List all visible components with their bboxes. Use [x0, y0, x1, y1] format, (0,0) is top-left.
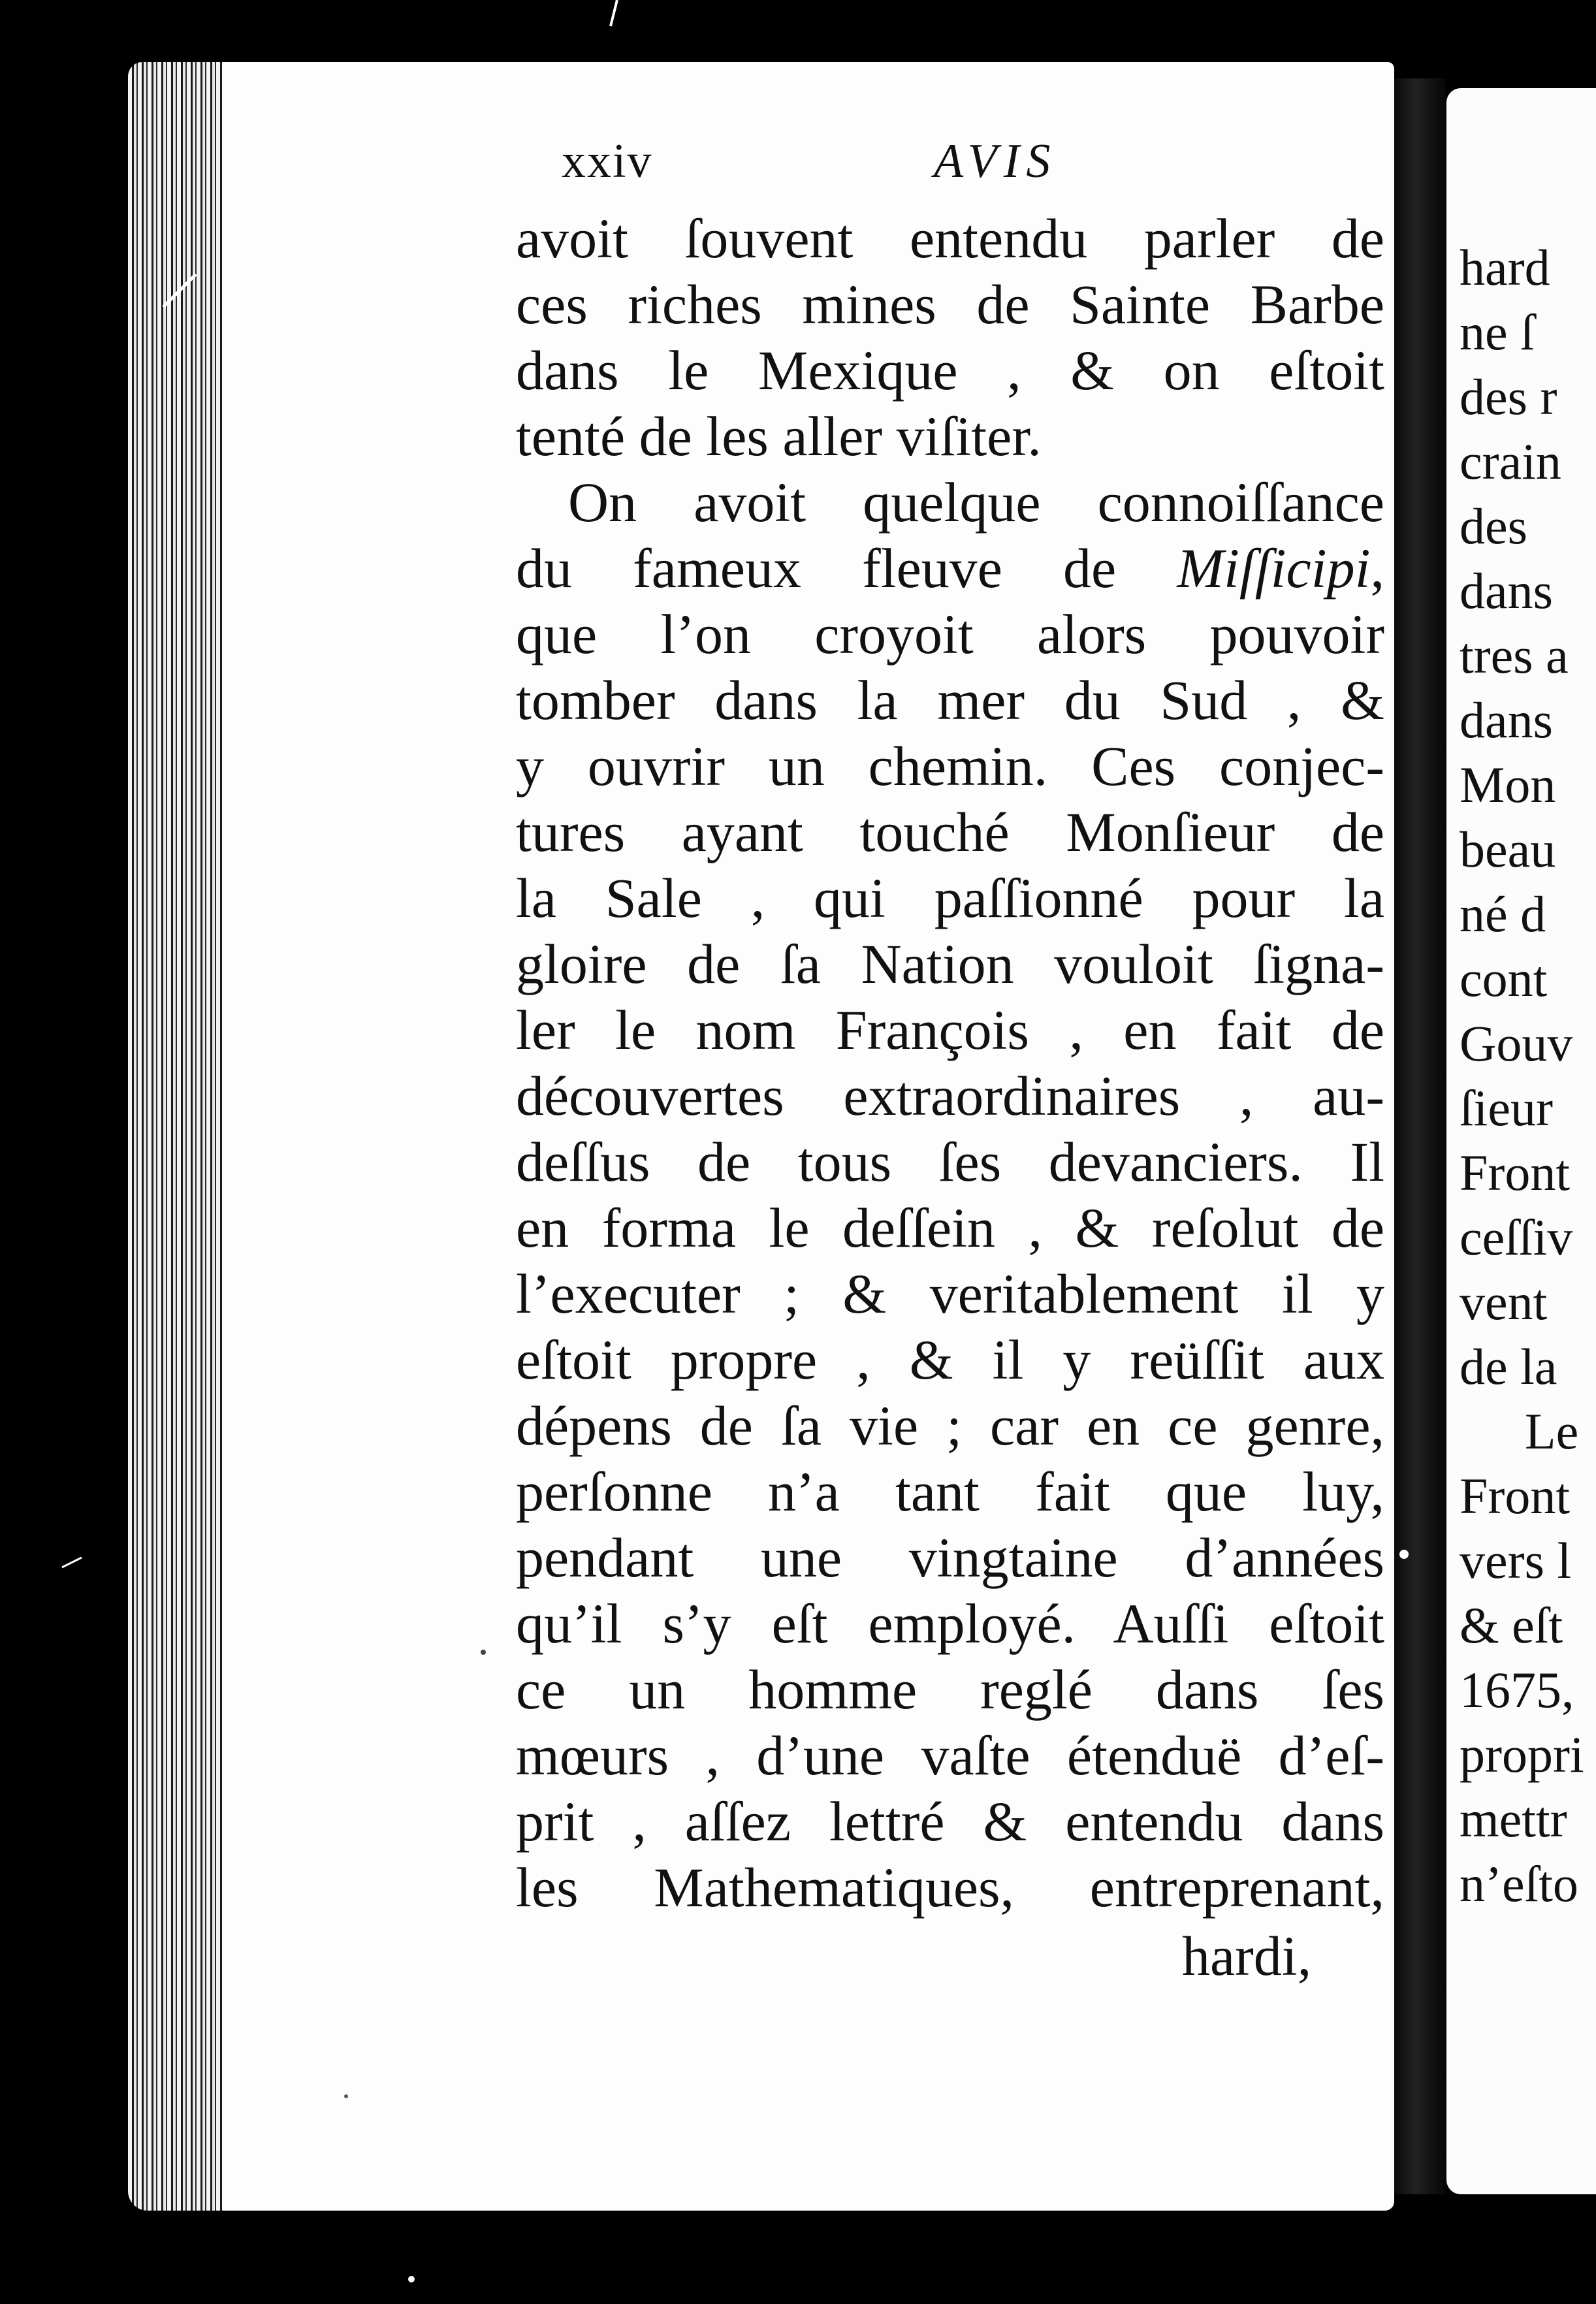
facing-line-fragment: 1675,: [1460, 1661, 1574, 1718]
text-line: qu’il s’y eſt employé. Auſſi eſtoit: [516, 1592, 1384, 1655]
text-line: eſtoit propre , & il y reüſſit aux: [516, 1328, 1384, 1391]
facing-line-fragment: cont: [1460, 950, 1548, 1007]
text-line: dans le Mexique , & on eſtoit: [516, 339, 1384, 402]
text-line: tenté de les aller viſiter.: [516, 405, 1042, 468]
text-line: dépens de ſa vie ; car en ce genre,: [516, 1394, 1384, 1457]
text-line: l’executer ; & veritablement il y: [516, 1262, 1384, 1325]
text-line: perſonne n’a tant fait que luy,: [516, 1460, 1384, 1523]
text-line: ces riches mines de Sainte Barbe: [516, 273, 1384, 336]
text-line: ce un homme reglé dans ſes: [516, 1658, 1384, 1721]
facing-line-fragment: hard: [1460, 239, 1550, 296]
catchword: hardi,: [1182, 1925, 1312, 1987]
facing-line-fragment: propri: [1460, 1726, 1584, 1783]
text-line: en forma le deſſein , & reſolut de: [516, 1196, 1384, 1259]
facing-line-fragment: vent: [1460, 1273, 1548, 1330]
text-segment: du fameux fleuve de: [516, 537, 1117, 600]
text-line: tures ayant touché Monſieur de: [516, 801, 1384, 863]
text-line: y ouvrir un chemin. Ces conjec-: [516, 735, 1384, 797]
scan-scratch: [611, 0, 617, 26]
facing-line-fragment: Front: [1460, 1144, 1571, 1201]
facing-line-fragment: & eſt: [1460, 1597, 1563, 1654]
scan-speck: [481, 1650, 486, 1655]
folio-number: xxiv: [562, 135, 653, 188]
facing-line-fragment: vers l: [1460, 1532, 1572, 1589]
text-line: On avoit quelque connoiſſance: [568, 471, 1384, 534]
facing-line-fragment: des: [1460, 498, 1527, 554]
scan-speck: [408, 2276, 415, 2282]
text-line: que l’on croyoit alors pouvoir: [516, 603, 1384, 665]
facing-line-fragment: dans: [1460, 562, 1553, 619]
facing-line-fragment: n’eſto: [1460, 1855, 1578, 1912]
scan-speck: [1399, 1550, 1409, 1559]
scan-speck: [344, 2094, 348, 2098]
facing-line-fragment: ſieur: [1460, 1080, 1553, 1136]
facing-line-fragment: beau: [1460, 821, 1556, 878]
text-line: avoit ſouvent entendu parler de: [516, 207, 1384, 270]
facing-line-fragment: Gouv: [1460, 1015, 1573, 1072]
running-title: AVIS: [934, 135, 1057, 188]
text-line: pendant une vingtaine d’années: [516, 1526, 1384, 1589]
italic-place-name: Miſſicipi: [1177, 537, 1371, 600]
text-line: gloire de ſa Nation vouloit ſigna-: [516, 933, 1384, 995]
text-line: deſſus de tous ſes devanciers. Il: [516, 1130, 1384, 1193]
text-line: découvertes extraordinaires , au-: [516, 1064, 1384, 1127]
facing-line-fragment: Mon: [1460, 756, 1556, 813]
facing-line-fragment: Front: [1460, 1467, 1571, 1524]
text-line: ler le nom François , en fait de: [516, 999, 1384, 1061]
text-line: mœurs , d’une vaſte étenduë d’eſ-: [516, 1724, 1384, 1787]
facing-line-fragment: né d: [1460, 886, 1546, 942]
facing-line-fragment: ceſſiv: [1460, 1209, 1573, 1266]
scan-scratch: [62, 1558, 82, 1567]
facing-line-fragment: Le: [1525, 1403, 1579, 1460]
facing-line-fragment: crain: [1460, 433, 1561, 490]
text-line: tomber dans la mer du Sud , &: [516, 669, 1384, 731]
scan-scratch: [163, 274, 196, 307]
facing-line-fragment: de la: [1460, 1338, 1557, 1395]
facing-line-fragment: tres a: [1460, 627, 1569, 684]
text-line: prit , aſſez lettré & entendu dans: [516, 1790, 1384, 1853]
facing-line-fragment: ne ſ: [1460, 304, 1535, 360]
facing-line-fragment: des r: [1460, 368, 1557, 425]
text-segment: ,: [1370, 537, 1385, 600]
facing-line-fragment: mettr: [1460, 1791, 1567, 1848]
text-line: la Sale , qui paſſionné pour la: [516, 867, 1384, 929]
facing-line-fragment: dans: [1460, 692, 1553, 748]
text-line: les Mathematiques, entreprenant,: [516, 1856, 1384, 1919]
